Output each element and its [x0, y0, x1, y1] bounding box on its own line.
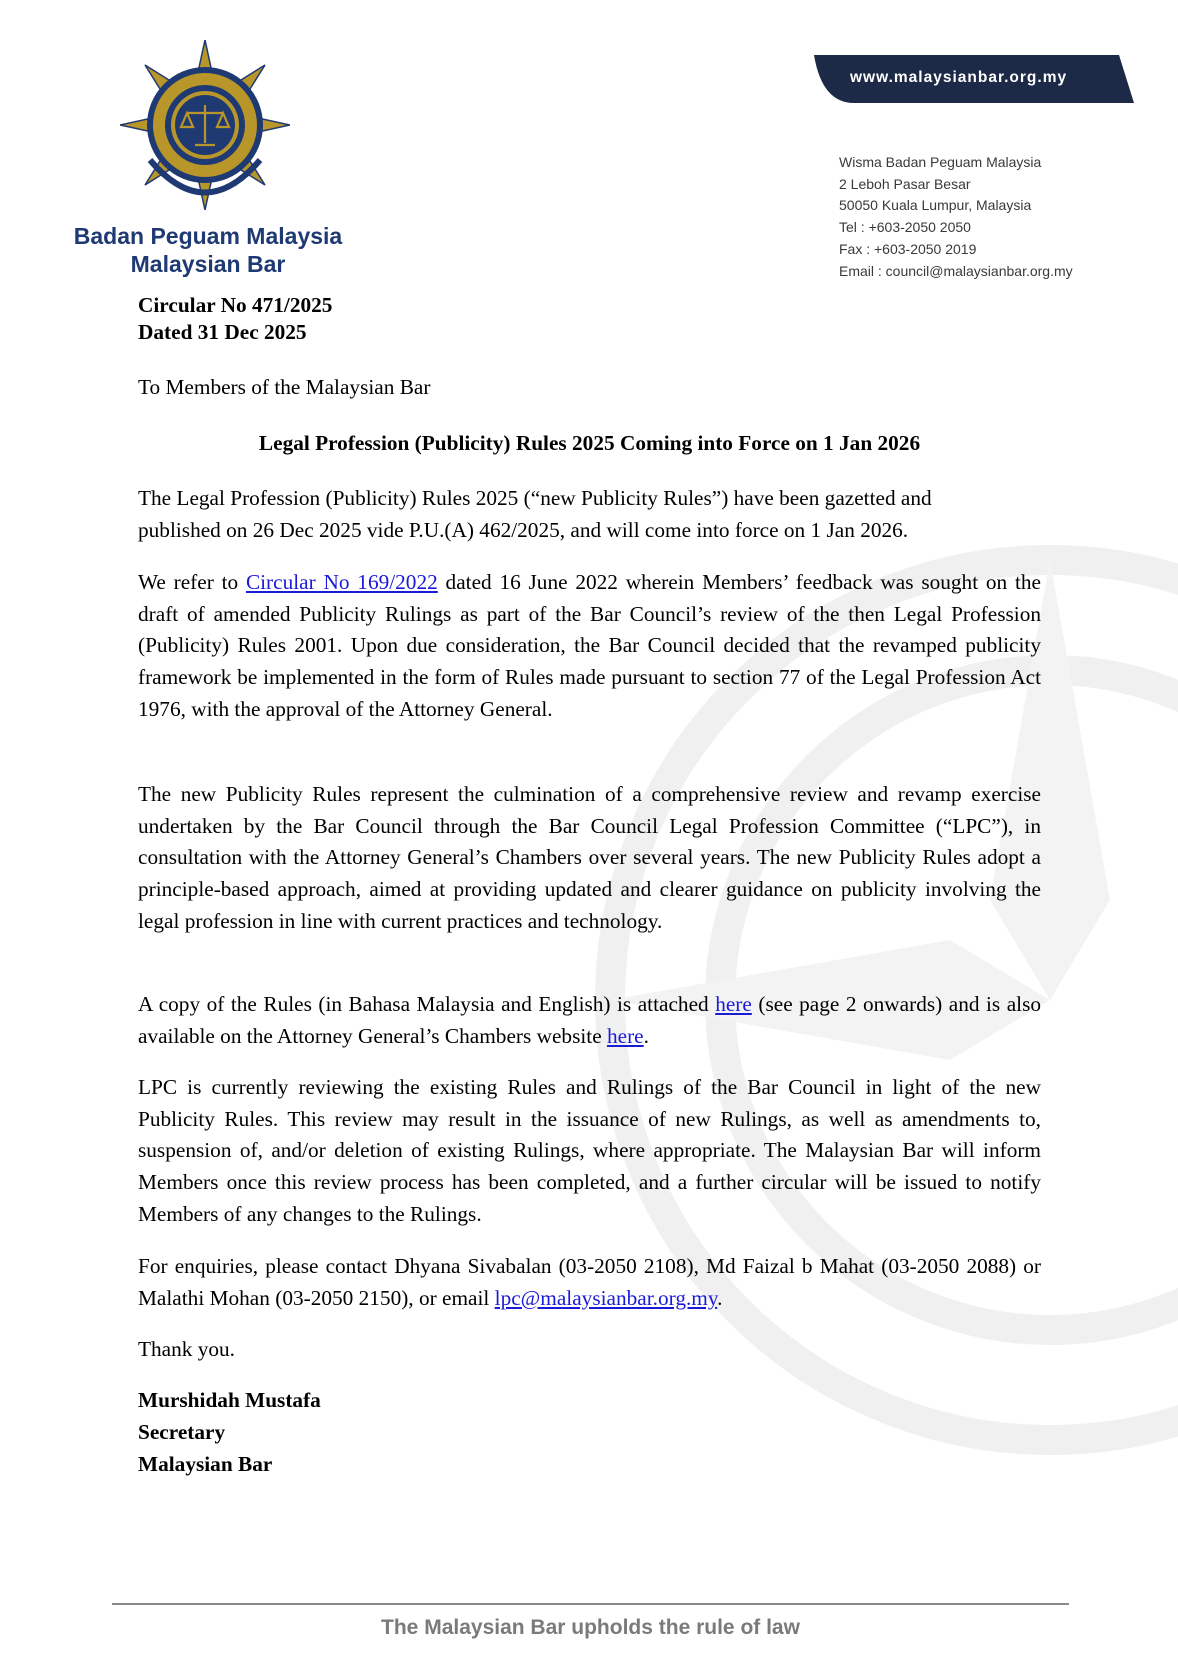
- footer-tagline: The Malaysian Bar upholds the rule of law: [381, 1616, 800, 1639]
- telephone: Tel : +603-2050 2050: [839, 219, 971, 236]
- addressee: To Members of the Malaysian Bar: [138, 375, 431, 399]
- fax: Fax : +603-2050 2019: [839, 240, 977, 257]
- address-line-3: 50050 Kuala Lumpur, Malaysia: [839, 197, 1032, 214]
- paragraph-2-prefix: We refer to: [138, 570, 239, 594]
- circular-number: Circular No 471/2025: [138, 293, 333, 317]
- footer-divider: [112, 1603, 1069, 1605]
- paragraph-4-prefix: A copy of the Rules (in Bahasa Malaysia and English) is attached: [138, 992, 709, 1016]
- org-name-malay: Badan Peguam Malaysia: [73, 223, 343, 249]
- paragraph-3: The new Publicity Rules represent the culmination of a comprehensive review and revamp exercise undertaken by the Bar Council through the Bar Council Legal Profession Committee (“LPC”), in consultation with the Attorney General’s Chambers over several years. The new Publicity Rules adopt a principle-based approach, aimed at providing updated and clearer guidance on publicity involving the legal profession in line with current practices and technology.: [138, 782, 1041, 933]
- paragraph-4-suffix: .: [643, 1023, 649, 1048]
- circular-date: Dated 31 Dec 2025: [138, 320, 307, 344]
- agc-website-link[interactable]: here: [606, 1023, 644, 1048]
- paragraph-1-line-1: The Legal Profession (Publicity) Rules 2025 (“new Publicity Rules”) have been gazetted and: [138, 486, 932, 510]
- lpc-email-link[interactable]: lpc@malaysianbar.org.my: [494, 1285, 718, 1310]
- address-line-1: Wisma Badan Peguam Malaysia: [839, 154, 1042, 170]
- signatory-name: Murshidah Mustafa: [138, 1388, 321, 1412]
- address-block: [839, 152, 1073, 282]
- paragraph-4-middle: (see page 2 onwards) and is also available on the Attorney General’s Chambers website: [138, 992, 1042, 1048]
- paragraph-6-text: For enquiries, please contact Dhyana Sivabalan (03-2050 2108), Md Faizal b Mahat (03-2050 2088) or Malathi Mohan (03-2050 2150), or email: [138, 1254, 1041, 1310]
- paragraph-6-suffix: .: [717, 1285, 723, 1310]
- paragraph-2: [138, 567, 1041, 726]
- circular-169-2022-link[interactable]: Circular No 169/2022: [245, 570, 438, 594]
- org-name-english: Malaysian Bar: [130, 251, 286, 277]
- rules-attachment-link[interactable]: here: [715, 992, 752, 1016]
- website-url[interactable]: www.malaysianbar.org.my: [850, 69, 1068, 86]
- signatory-title: Secretary: [138, 1420, 226, 1444]
- paragraph-6: [138, 1251, 1041, 1314]
- circular-title: Legal Profession (Publicity) Rules 2025 Coming into Force on 1 Jan 2026: [258, 431, 921, 455]
- paragraph-1-line-2: published on 26 Dec 2025 vide P.U.(A) 462/2025, and will come into force on 1 Jan 2026.: [138, 518, 909, 542]
- org-name: [48, 222, 368, 278]
- address-line-2: 2 Leboh Pasar Besar: [839, 175, 971, 192]
- paragraph-4: [138, 989, 1041, 1052]
- paragraph-2-text: dated 16 June 2022 wherein Members’ feedback was sought on the draft of amended Publicity Rulings as part of the Bar Council’s review of the then Legal Profession (Publicity) Rules 2001. Upon due consideration, the Bar Council decided that the revamped publicity framework be implemented in the form of Rules made pursuant to section 77 of the Legal Profession Act 1976, with the approval of the Attorney General.: [138, 570, 1041, 721]
- signatory-org: Malaysian Bar: [138, 1452, 273, 1476]
- email-address: Email : council@malaysianbar.org.my: [839, 262, 1073, 279]
- paragraph-5: LPC is currently reviewing the existing Rules and Rulings of the Bar Council in light of the new Publicity Rules. This review may result in the issuance of new Rulings, as well as amendments to, suspension of, and/or deletion of existing Rulings, where appropriate. The Malaysian Bar will inform Members once this review process has been completed, and a further circular will be issued to notify Members of any changes to the Rulings.: [138, 1075, 1041, 1226]
- malaysian-bar-logo-icon: [120, 40, 290, 210]
- thank-you: Thank you.: [138, 1337, 236, 1361]
